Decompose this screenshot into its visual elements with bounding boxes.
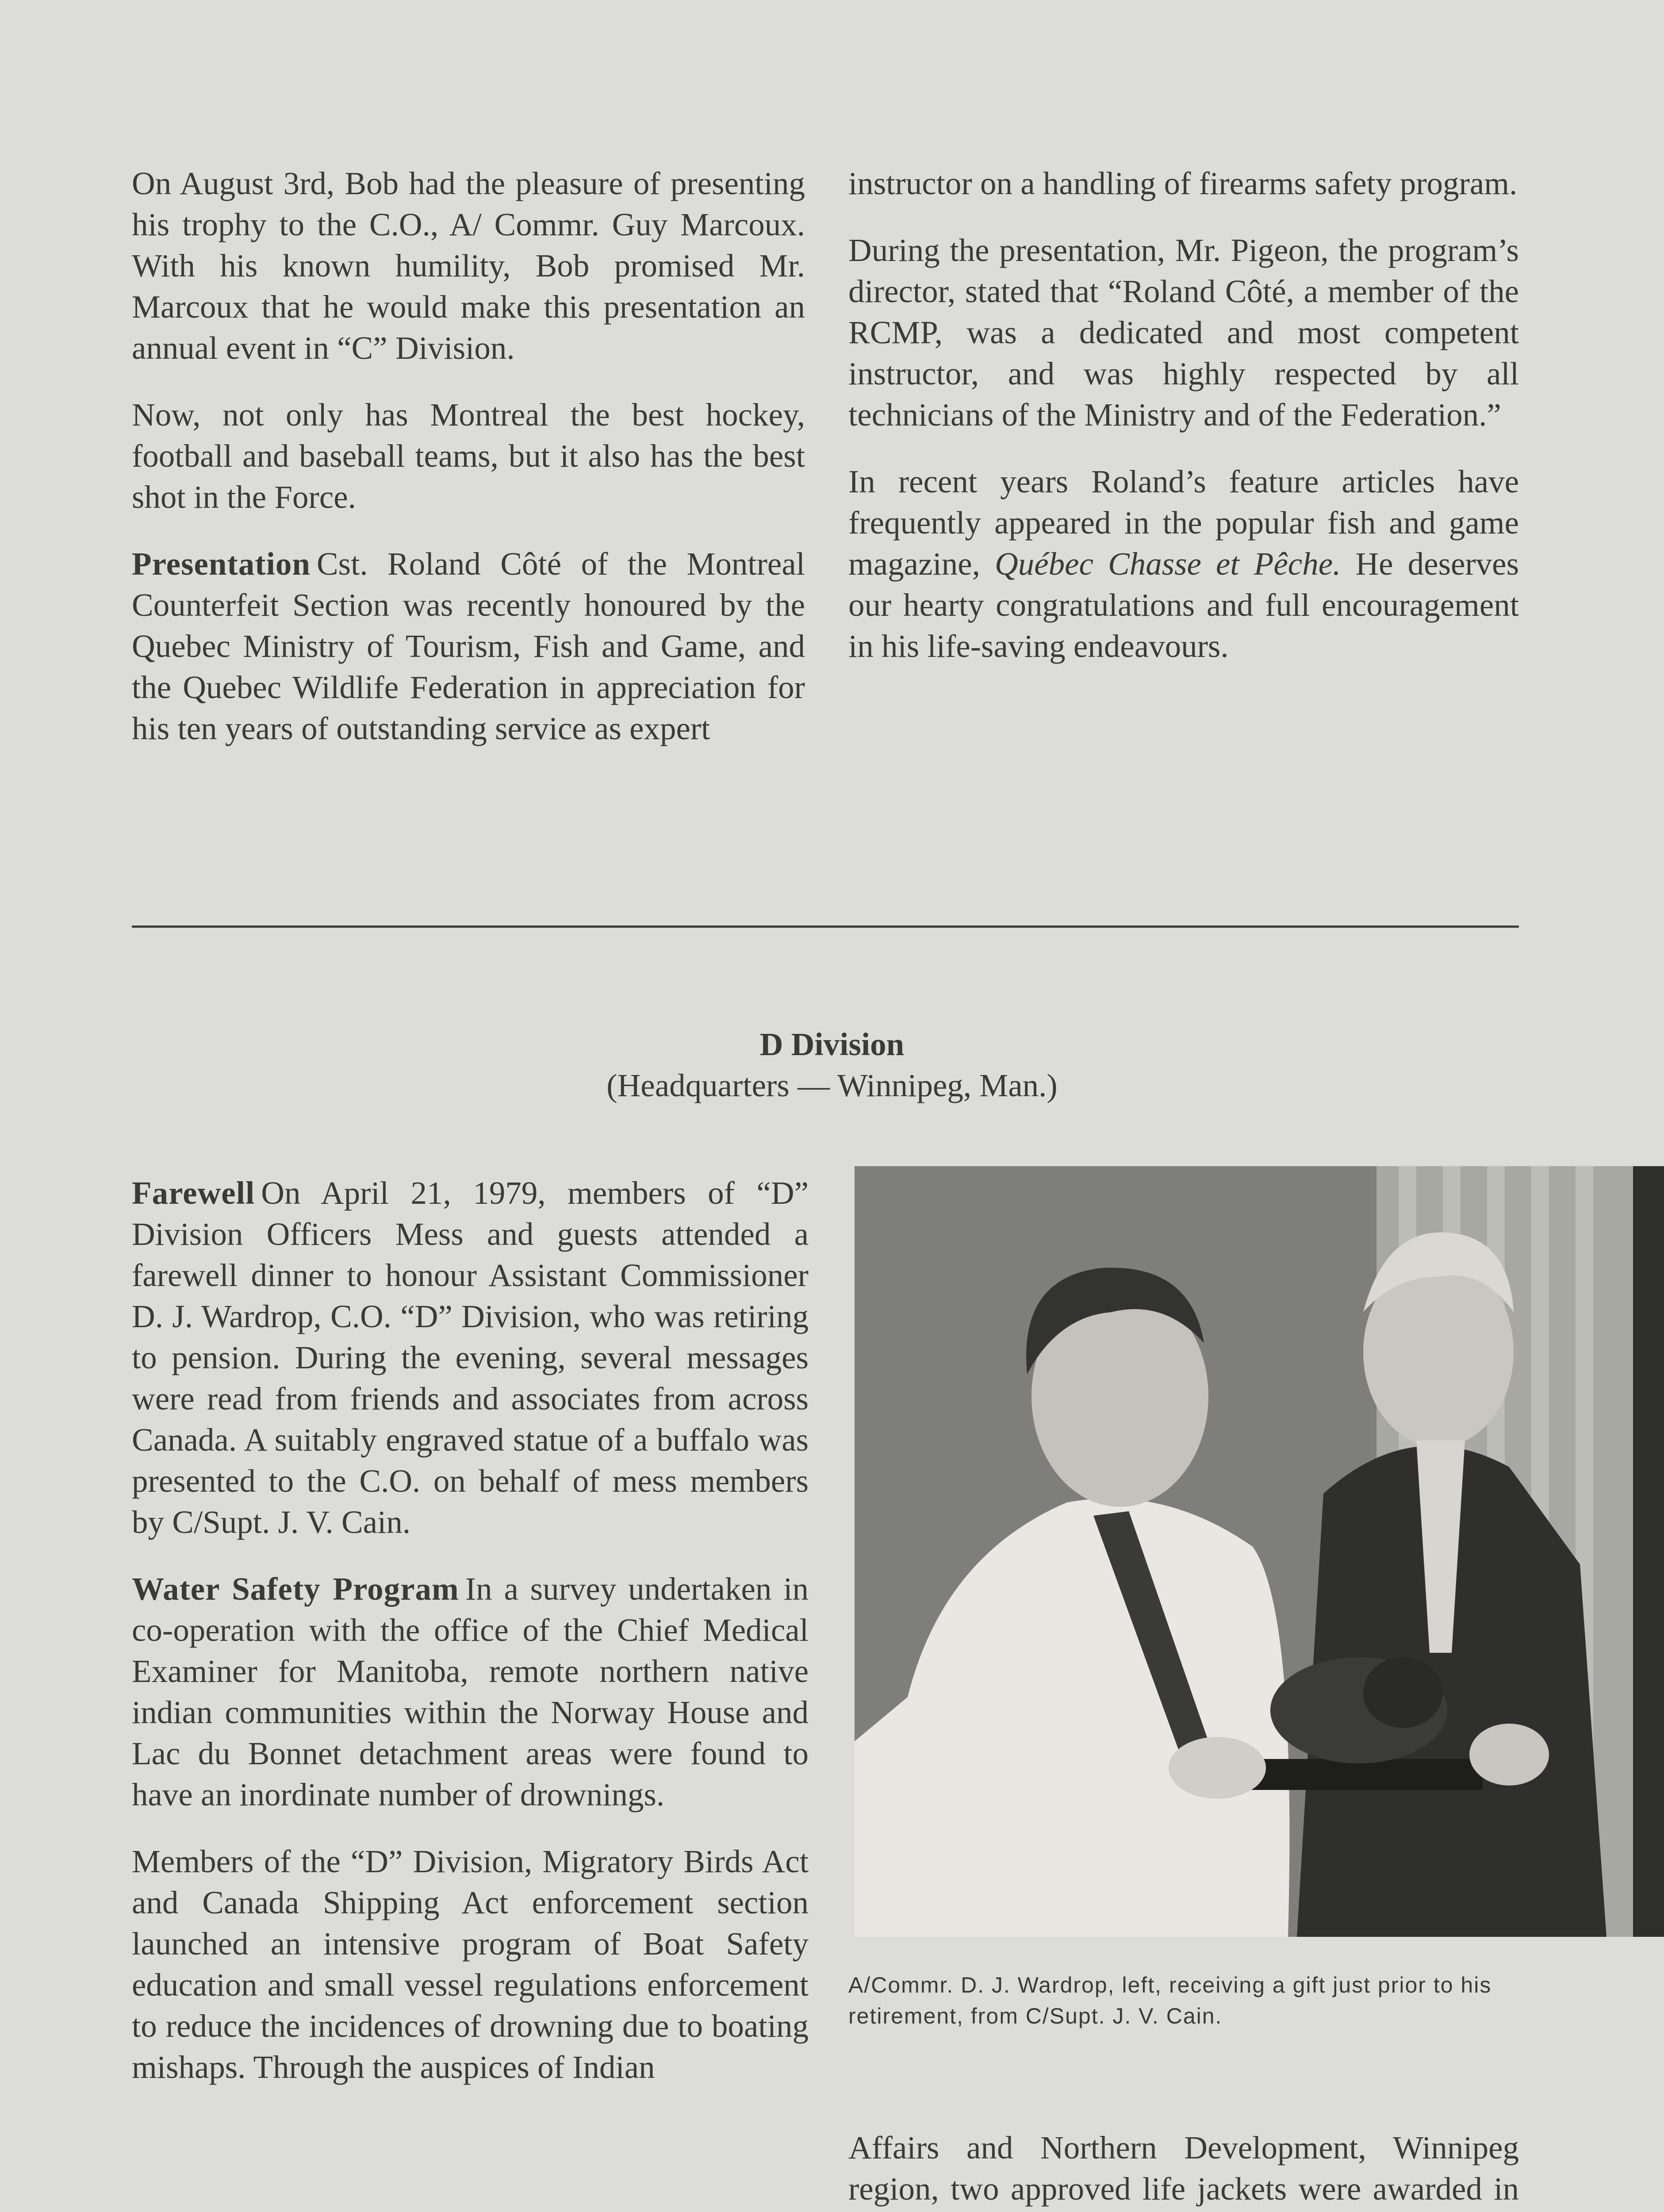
top-left-column bbox=[132, 163, 805, 749]
photo-caption: A/Commr. D. J. Wardrop, left, receiving a gift just prior to his retirement, from C/Supt. J. V. Cain. bbox=[848, 1973, 1492, 2028]
presentation-text: Cst. Roland Côté of the Montreal Counterfeit Section was recently honoured by the Quebec Ministry of Tourism, Fish and Game, and the Quebec Wildlife Federation in appreciation for his ten years of outstanding service as expert bbox=[132, 546, 805, 746]
section-subtitle: (Headquarters — Winnipeg, Man.) bbox=[606, 1068, 1058, 1103]
feature-text-before: In recent years Roland’s feature articles have frequently appeared in the popular fish and game magazine, bbox=[848, 464, 1519, 582]
farewell-runin-heading: Farewell bbox=[132, 1175, 255, 1211]
paragraph-members: Members of the “D” Division, Migratory Birds Act and Canada Shipping Act enforcement section launched an intensive program of Boat Safety education and small vessel regulations enforcement to reduce the incidences of drowning due to boating mishaps. Through the auspices of Indian bbox=[132, 1843, 809, 2085]
magazine-title: Québec Chasse et Pêche. bbox=[995, 546, 1341, 582]
water-safety-text: In a survey undertaken in co-operation with the office of the Chief Medical Examiner for Manitoba, remote northern native indian communities within the Norway House and Lac du Bonnet detachment areas were found to have an inordinate number of drownings. bbox=[132, 1571, 809, 1813]
paragraph-instructor: instructor on a handling of firearms safety program. bbox=[848, 165, 1518, 201]
section-heading bbox=[0, 1024, 1664, 1106]
water-safety-runin-heading: Water Safety Program bbox=[132, 1571, 459, 1607]
paragraph-life-jackets: Affairs and Northern Development, Winnipeg region, two approved life jackets were awarded in bbox=[848, 2130, 1519, 2207]
paragraph-farewell bbox=[132, 1172, 809, 1543]
paragraph-montreal: Now, not only has Montreal the best hockey, football and baseball teams, but it also has the best shot in the Force. bbox=[132, 397, 805, 515]
feature-text-after: He deserves our hearty congratulations and full encouragement in his life-saving endeavours. bbox=[848, 546, 1519, 664]
top-right-column bbox=[848, 163, 1519, 667]
bottom-right-column bbox=[848, 2127, 1519, 2212]
photo-illustration bbox=[855, 1166, 1664, 1937]
presentation-runin-heading: Presentation bbox=[132, 546, 311, 582]
paragraph-trophy: On August 3rd, Bob had the pleasure of presenting his trophy to the C.O., A/ Commr. Guy Marcoux. With his known humility, Bob promised Mr. Marcoux that he would make this presentation an annual event in “C” Division. bbox=[132, 165, 805, 366]
section-title: D Division bbox=[759, 1026, 905, 1062]
paragraph-pigeon-quote: During the presentation, Mr. Pigeon, the program’s director, stated that “Roland Côté, a member of the RCMP, was a dedicated and most competent instructor, and was highly respected by all technicians of the Ministry and of the Federation.” bbox=[848, 232, 1519, 433]
paragraph-feature-articles bbox=[848, 461, 1519, 667]
farewell-text: On April 21, 1979, members of “D” Division Officers Mess and guests attended a farewell dinner to honour Assistant Commissioner D. J. Wardrop, C.O. “D” Division, who was retiring to pension. During the evening, several messages were read from friends and associates from across Canada. A suitably engraved statue of a buffalo was presented to the C.O. on behalf of mess members by C/Supt. J. V. Cain. bbox=[132, 1175, 809, 1540]
bottom-left-column bbox=[132, 1172, 809, 2088]
retirement-photo bbox=[855, 1166, 1664, 1937]
section-divider bbox=[132, 926, 1519, 928]
paragraph-water-safety bbox=[132, 1568, 809, 1815]
paragraph-presentation bbox=[132, 543, 805, 749]
